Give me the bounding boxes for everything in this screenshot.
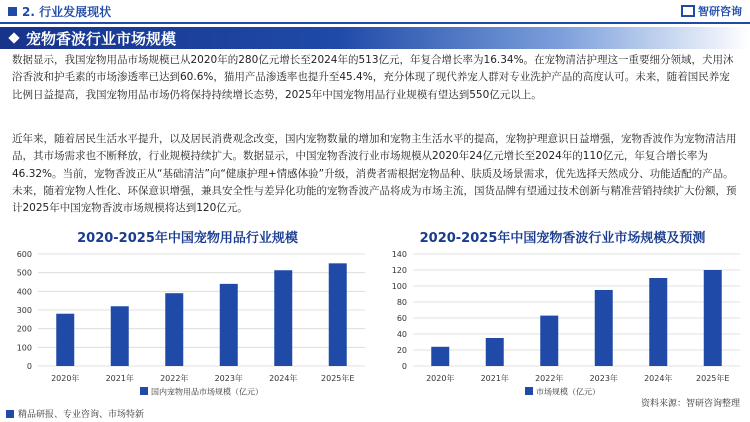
bar-2024年	[649, 278, 667, 366]
x-tick-label: 2024年	[269, 374, 298, 383]
diamond-icon	[8, 32, 19, 43]
section-title: 2. 行业发展现状	[22, 5, 112, 19]
source-note: 资料来源：智研咨询整理	[640, 399, 740, 409]
y-tick-label: 300	[16, 306, 32, 315]
bar-2023年	[220, 284, 238, 366]
y-tick-label: 80	[396, 298, 407, 307]
legend-label: 市场规模（亿元）	[536, 387, 600, 397]
y-tick-label: 140	[391, 250, 407, 259]
brand	[681, 3, 742, 19]
y-tick-label: 100	[391, 282, 407, 291]
bar-2024年	[274, 270, 292, 366]
legend-label: 国内宠物用品市场规模（亿元）	[151, 387, 263, 397]
y-tick-label: 40	[396, 330, 407, 339]
bar-2021年	[486, 338, 504, 366]
section-marker-icon	[8, 7, 17, 16]
x-tick-label: 2020年	[426, 374, 455, 383]
legend-swatch	[140, 387, 148, 395]
bar-2020年	[56, 314, 74, 366]
page-title: 宠物香波行业市场规模	[26, 30, 177, 48]
y-tick-label: 600	[16, 250, 32, 259]
top-divider	[0, 22, 750, 24]
bar-2021年	[111, 306, 129, 366]
brand-logo-icon	[681, 5, 695, 17]
legend-swatch	[525, 387, 533, 395]
bar-2023年	[595, 290, 613, 366]
x-tick-label: 2023年	[214, 374, 243, 383]
bar-2022年	[165, 293, 183, 366]
footer-marker-icon	[6, 410, 14, 418]
chart-pet-supplies	[0, 246, 375, 402]
x-tick-label: 2022年	[535, 374, 564, 383]
footer-tags: 精品研报、专业咨询、市场特新	[18, 410, 145, 420]
top-bar	[0, 0, 750, 24]
y-tick-label: 200	[16, 324, 32, 334]
y-tick-label: 100	[16, 343, 32, 353]
y-tick-label: 0	[401, 362, 407, 371]
x-tick-label: 2022年	[160, 374, 189, 383]
x-tick-label: 2023年	[589, 374, 618, 383]
brand-name: 智研咨询	[698, 5, 742, 18]
y-tick-label: 60	[396, 314, 407, 323]
y-tick-label: 0	[26, 362, 32, 371]
title-bar	[0, 27, 750, 49]
y-tick-label: 20	[396, 346, 407, 355]
x-tick-label: 2020年	[51, 374, 80, 383]
bar-2022年	[540, 316, 558, 366]
chart-pet-shampoo	[375, 246, 750, 402]
bar-2020年	[431, 347, 449, 366]
y-tick-label: 500	[16, 268, 32, 278]
paragraph-2: 近年来，随着居民生活水平提升，以及居民消费观念改变，国内宠物数量的增加和宠物主生活水平的提高，宠物护理意识日益增强，宠物香波作为宠物清洁用品，其市场需求也不断释放，行业规模持续扩大。数据显示，中国宠物香波行业市场规模从2020年24亿元增长至2024年的110亿元，年复合增长率为46.32%。当前，宠物香波正从“基础清洁”向“健康护理+情感体验”升级，消费者需根据宠物品种、肤质及场景需求，优先选择天然成分、功能适配的产品。未来，随着宠物人性化、环保意识增强，兼具安全性与差异化功能的宠物香波产品将成为市场主流，国货品牌有望通过技术创新与精准营销持续扩大份额，预计2025年中国宠物香波市场规模将达到120亿元。	[12, 133, 737, 215]
paragraph-1: 数据显示，我国宠物用品市场规模已从2020年的280亿元增长至2024年的513亿元，年复合增长率为16.34%。在宠物清洁护理这一重要细分领域，犬用沐浴香波和护毛素的市场渗透率已达到60.6%，猫用产品渗透率也提升至45.4%，充分体现了现代养宠人群对专业洗护产品的高度认可。未来，随着国民养宠比例日益提高，我国宠物用品市场仍将保持持续增长态势，2025年中国宠物用品行业规模有望达到550亿元以上。	[12, 54, 734, 101]
x-tick-label: 2021年	[480, 374, 509, 383]
chart-1-title: 2020-2025年中国宠物用品行业规模	[77, 231, 298, 246]
x-tick-label: 2025年E	[321, 374, 355, 383]
bar-2025年E	[329, 263, 347, 366]
bar-2025年E	[704, 270, 722, 366]
x-tick-label: 2021年	[105, 374, 134, 383]
chart-2-title: 2020-2025年中国宠物香波行业市场规模及预测	[419, 231, 706, 246]
x-tick-label: 2025年E	[696, 374, 730, 383]
y-tick-label: 120	[391, 266, 407, 275]
y-tick-label: 400	[16, 287, 32, 297]
x-tick-label: 2024年	[644, 374, 673, 383]
footer	[0, 405, 750, 422]
